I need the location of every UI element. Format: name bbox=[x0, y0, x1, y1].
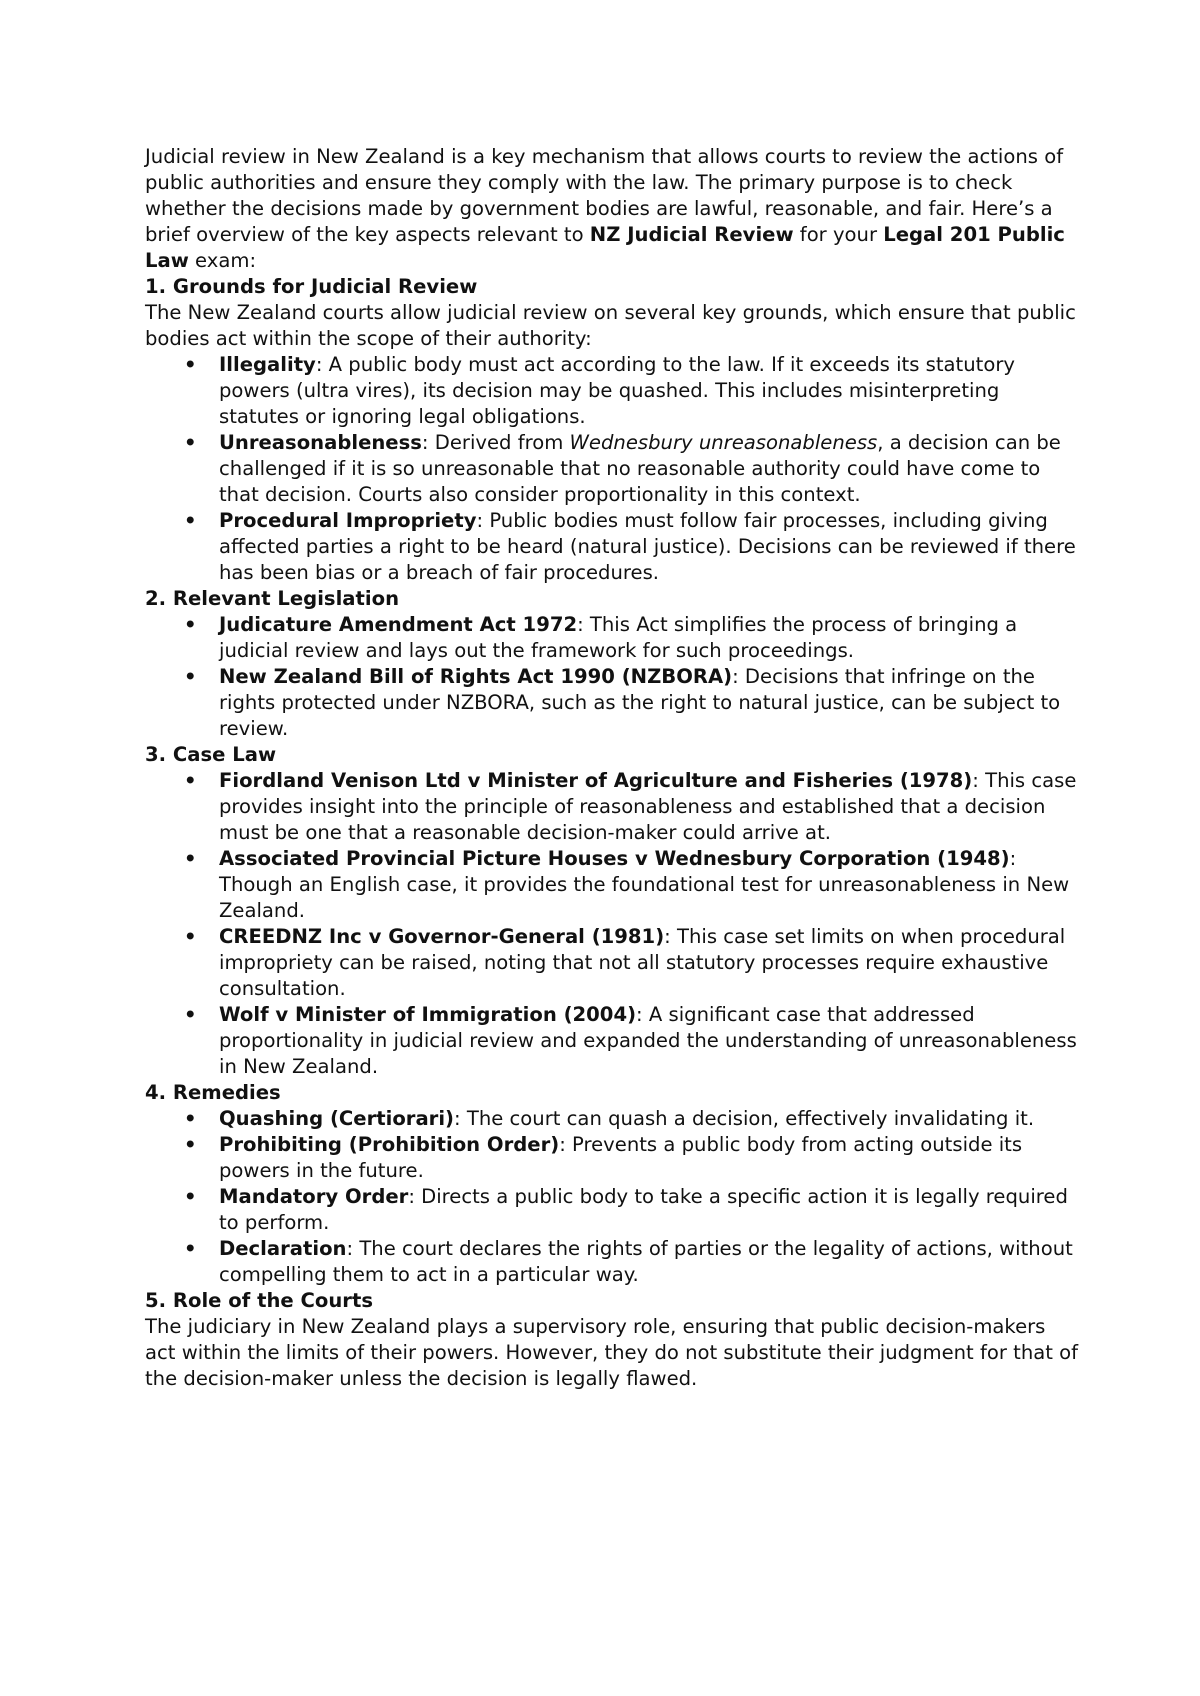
bullet-icon: • bbox=[184, 431, 197, 454]
list-item-term: Illegality bbox=[219, 353, 316, 376]
list-item-term: Declaration bbox=[219, 1237, 347, 1260]
list-item-term: Procedural Impropriety bbox=[219, 509, 477, 532]
list-remedies bbox=[145, 1106, 1080, 1288]
list-item bbox=[145, 1002, 1080, 1080]
list-item-text: : The court declares the rights of parties or the legality of actions, without compelling them to act in a particular way. bbox=[219, 1237, 1073, 1286]
intro-text-2: for your bbox=[793, 223, 884, 246]
section-body-role-of-courts: The judiciary in New Zealand plays a supervisory role, ensuring that public decision-makers act within the limits of their powers. However, they do not substitute their judgment for that of the decision-maker unless the decision is legally flawed. bbox=[145, 1315, 1079, 1390]
bullet-icon: • bbox=[184, 925, 197, 948]
list-legislation bbox=[145, 612, 1080, 742]
bullet-icon: • bbox=[184, 1185, 197, 1208]
list-item bbox=[145, 924, 1080, 1002]
intro-text-1: Judicial review in New Zealand is a key mechanism that allows courts to review the actions of public authorities and ensure they comply with the law. The primary purpose is to check whether the decisions made by government bodies are lawful, reasonable, and fair. Here’s a brief overview of the key aspects relevant to bbox=[145, 145, 1064, 246]
section-heading-role-of-courts: 5. Role of the Courts bbox=[145, 1289, 373, 1312]
list-item-term: Prohibiting (Prohibition Order) bbox=[219, 1133, 560, 1156]
bullet-icon: • bbox=[184, 769, 197, 792]
list-item-term: New Zealand Bill of Rights Act 1990 (NZBORA) bbox=[219, 665, 733, 688]
list-item bbox=[145, 612, 1080, 664]
section-heading-legislation: 2. Relevant Legislation bbox=[145, 587, 400, 610]
list-item-term: Judicature Amendment Act 1972 bbox=[219, 613, 578, 636]
list-item bbox=[145, 768, 1080, 846]
bullet-icon: • bbox=[184, 665, 197, 688]
list-item-text: : A significant case that addressed proportionality in judicial review and expanded the understanding of unreasonableness in New Zealand. bbox=[219, 1003, 1077, 1078]
list-item bbox=[145, 352, 1080, 430]
list-item bbox=[145, 1236, 1080, 1288]
list-item bbox=[145, 1106, 1080, 1132]
list-case-law bbox=[145, 768, 1080, 1080]
section-lead-grounds: The New Zealand courts allow judicial review on several key grounds, which ensure that public bodies act within the scope of their authority: bbox=[145, 301, 1076, 350]
list-item-term: Wolf v Minister of Immigration (2004) bbox=[219, 1003, 637, 1026]
list-item-text: : This case set limits on when procedural impropriety can be raised, noting that not all statutory processes require exhaustive consultation. bbox=[219, 925, 1066, 1000]
bullet-icon: • bbox=[184, 509, 197, 532]
list-item bbox=[145, 1132, 1080, 1184]
list-item-term: Quashing (Certiorari) bbox=[219, 1107, 455, 1130]
list-item-text: : Prevents a public body from acting outside its powers in the future. bbox=[219, 1133, 1023, 1182]
list-item bbox=[145, 508, 1080, 586]
intro-bold-course-topic: NZ Judicial Review bbox=[589, 223, 794, 246]
section-heading-remedies: 4. Remedies bbox=[145, 1081, 281, 1104]
section-heading-case-law: 3. Case Law bbox=[145, 743, 277, 766]
list-item-text: : Decisions that infringe on the rights protected under NZBORA, such as the right to natural justice, can be subject to review. bbox=[219, 665, 1061, 740]
list-grounds bbox=[145, 352, 1080, 586]
list-item-term: Unreasonableness bbox=[219, 431, 422, 454]
list-item-text: : This Act simplifies the process of bringing a judicial review and lays out the framework for such proceedings. bbox=[219, 613, 1018, 662]
list-item-text: : Public bodies must follow fair processes, including giving affected parties a right to be heard (natural justice). Decisions can be reviewed if there has been bias or a breach of fair procedures. bbox=[219, 509, 1076, 584]
list-item-term: CREEDNZ Inc v Governor-General (1981) bbox=[219, 925, 665, 948]
document-body bbox=[145, 144, 1080, 1392]
list-item-text: : This case provides insight into the principle of reasonableness and established that a decision must be one that a reasonable decision-maker could arrive at. bbox=[219, 769, 1077, 844]
list-item bbox=[145, 1184, 1080, 1236]
bullet-icon: • bbox=[184, 1003, 197, 1026]
bullet-icon: • bbox=[184, 1133, 197, 1156]
list-item-term: Fiordland Venison Ltd v Minister of Agriculture and Fisheries (1978) bbox=[219, 769, 973, 792]
list-item-term: Associated Provincial Picture Houses v Wednesbury Corporation (1948) bbox=[219, 847, 1010, 870]
bullet-icon: • bbox=[184, 1237, 197, 1260]
intro-bold-course-name: Legal 201 Public Law bbox=[145, 223, 1065, 272]
list-item-text: : The court can quash a decision, effectively invalidating it. bbox=[454, 1107, 1035, 1130]
list-item bbox=[145, 430, 1080, 508]
section-heading-grounds: 1. Grounds for Judicial Review bbox=[145, 275, 478, 298]
list-item bbox=[145, 846, 1080, 924]
list-item-text: : Derived from bbox=[421, 431, 570, 454]
list-item-italic-text: Wednesbury unreasonableness bbox=[569, 431, 878, 454]
list-item bbox=[145, 664, 1080, 742]
list-item-term: Mandatory Order bbox=[219, 1185, 409, 1208]
intro-paragraph bbox=[145, 144, 1080, 274]
list-item-text: , a decision can be challenged if it is so unreasonable that no reasonable authority could have come to that decision. Courts also consider proportionality in this context. bbox=[219, 431, 1061, 506]
bullet-icon: • bbox=[184, 847, 197, 870]
list-item-text: : A public body must act according to the law. If it exceeds its statutory powers (ultra vires), its decision may be quashed. This includes misinterpreting statutes or ignoring legal obligations. bbox=[219, 353, 1015, 428]
list-item-text: : Directs a public body to take a specific action it is legally required to perform. bbox=[219, 1185, 1068, 1234]
bullet-icon: • bbox=[184, 613, 197, 636]
bullet-icon: • bbox=[184, 353, 197, 376]
bullet-icon: • bbox=[184, 1107, 197, 1130]
list-item-text: : Though an English case, it provides the foundational test for unreasonableness in New Zealand. bbox=[219, 847, 1070, 922]
intro-text-3: exam: bbox=[188, 249, 257, 272]
